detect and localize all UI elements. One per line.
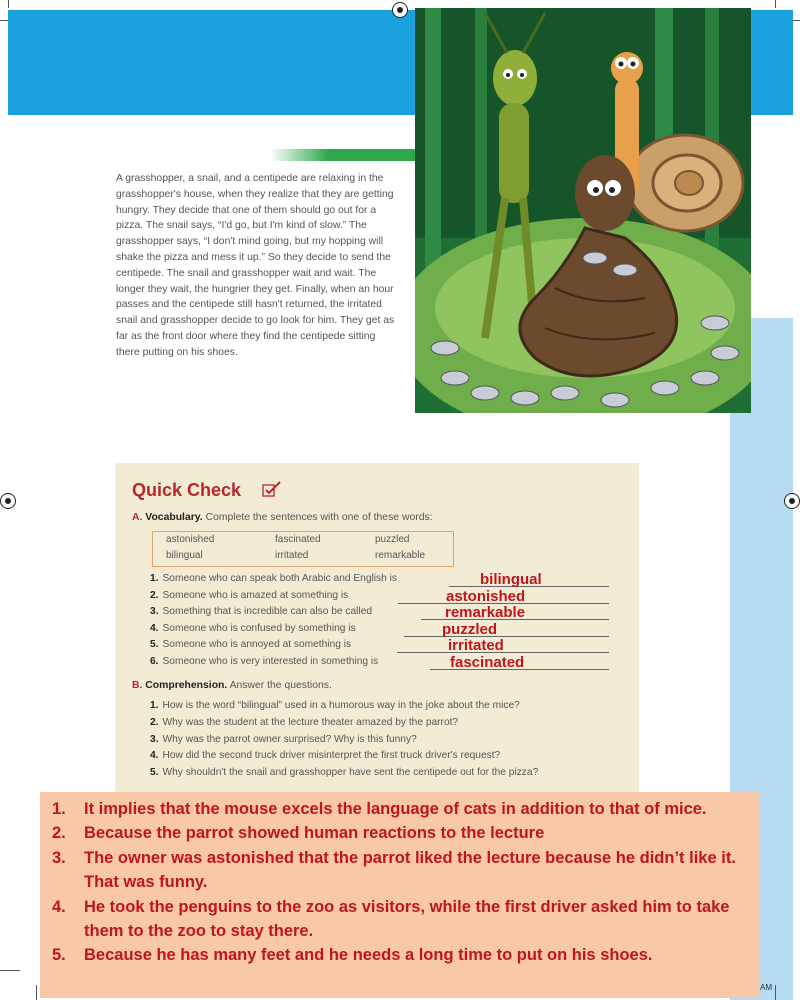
answer-blank — [404, 636, 609, 637]
story-illustration — [415, 8, 751, 413]
vocab-answer: remarkable — [445, 604, 526, 621]
word-bank — [152, 531, 454, 567]
comprehension-question: 1. How is the word “bilingual” used in a humorous way in the joke about the mice? — [150, 700, 520, 711]
vocab-answer: fascinated — [450, 654, 525, 671]
word-bank-word: puzzled — [375, 534, 410, 545]
crop-mark — [792, 20, 800, 21]
vocabulary-item: 6. Someone who is very interested in something is — [150, 656, 379, 667]
answer-item: 1. It implies that the mouse excels the language of cats in addition to that of mice. — [52, 800, 707, 818]
word-bank-word: remarkable — [375, 550, 426, 561]
comprehension-question: 2. Why was the student at the lecture theater amazed by the parrot? — [150, 717, 459, 728]
answer-item: 5. Because he has many feet and he needs a long time to put on his shoes. — [52, 946, 653, 965]
comprehension-question: 5. Why shouldn't the snail and grasshopper have sent the centipede out for the pizza? — [150, 767, 539, 778]
answer-item: 3. The owner was astonished that the parrot liked the lecture because he didn’t like it. That was funny. — [52, 848, 736, 892]
answers-list — [52, 797, 752, 968]
crop-mark — [36, 985, 37, 1000]
vocab-answer: puzzled — [442, 621, 497, 638]
checkmark-icon — [262, 481, 282, 497]
vocabulary-heading: A. Vocabulary. Complete the sentences with one of these words: — [132, 512, 433, 523]
word-bank-word: bilingual — [166, 550, 203, 561]
comprehension-heading: B. Comprehension. Answer the questions. — [132, 680, 332, 691]
answer-item: 2. Because the parrot showed human reactions to the lecture — [52, 824, 545, 843]
story-paragraph: A grasshopper, a snail, and a centipede are relaxing in the grasshopper's house, when they realize that they are getting hungry. They decide that one of them should go out for a pizza. The snail says, “I'd go, but I'm kind of slow.” The grasshopper says, “I don't mind going, but my hopping will shake the pizza and mess it up.” So they decide to send the centipede. The snail and grasshopper wait and wait. The longer they wait, the hungrier they get. Finally, when an hour passes and the centipede still hasn't returned, the irritated snail and grasshopper decide to go look for him. They get as far as the front door where they find the centipede sitting there putting on his shoes. — [116, 173, 395, 358]
vocabulary-item: 3. Something that is incredible can also be called — [150, 606, 373, 617]
crop-mark — [0, 20, 8, 21]
registration-mark-icon — [784, 493, 800, 509]
registration-mark-icon — [0, 493, 16, 509]
comprehension-question: 3. Why was the parrot owner surprised? Why is this funny? — [150, 734, 417, 745]
vocab-answer: astonished — [446, 588, 526, 605]
crop-mark — [8, 0, 9, 8]
vocabulary-item: 5. Someone who is annoyed at something is — [150, 639, 352, 650]
page-mark: AM — [760, 983, 772, 992]
vocabulary-item: 4. Someone who is confused by something is — [150, 623, 356, 634]
vocab-answer: bilingual — [480, 571, 542, 588]
vocabulary-item: 1. Someone who can speak both Arabic and English is — [150, 573, 397, 584]
registration-mark-icon — [392, 2, 408, 18]
vocabulary-item: 2. Someone who is amazed at something is — [150, 590, 349, 601]
word-bank-word: fascinated — [275, 534, 321, 545]
crop-mark — [0, 970, 20, 971]
word-bank-word: irritated — [275, 550, 309, 561]
crop-mark — [775, 0, 776, 8]
crop-mark — [775, 985, 776, 1000]
green-accent-line — [270, 149, 416, 161]
comprehension-question: 4. How did the second truck driver misinterpret the first truck driver's request? — [150, 750, 501, 761]
vocab-answer: irritated — [448, 637, 504, 654]
quick-check-title: Quick Check — [132, 480, 242, 500]
answer-item: 4. He took the penguins to the zoo as visitors, while the first driver asked him to take them to the zoo to stay there. — [52, 897, 730, 941]
word-bank-word: astonished — [166, 534, 215, 545]
